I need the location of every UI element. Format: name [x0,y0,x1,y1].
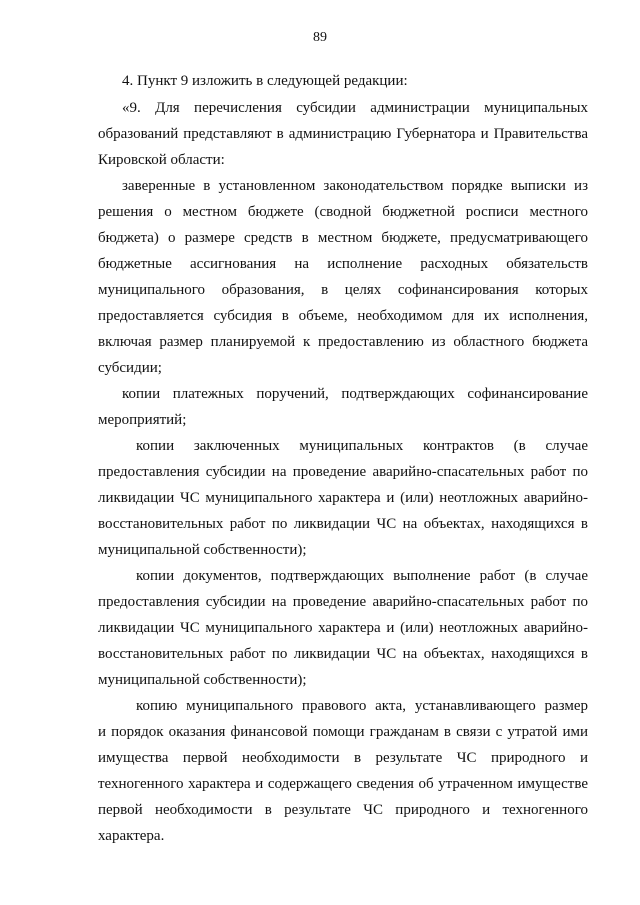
item-extracts-line: заверенные в установленном законодательством порядке выписки из [122,178,588,194]
item-contracts-line: ликвидации ЧС муниципального характера и (или) неотложных аварийно- [98,490,588,506]
item-extracts-line: бюджетные ассигнования на исполнение расходных обязательств [98,256,588,272]
item-contracts-line: копии заключенных муниципальных контрактов (в случае [136,438,588,454]
item-legal-act-line: имущества первой необходимости в результате ЧС природного и [98,750,588,766]
paragraph-9-line: Кировской области: [98,152,225,168]
item-extracts-line: предоставляется субсидия в объеме, необходимом для их исполнения, [98,308,588,324]
item-documents-line: ликвидации ЧС муниципального характера и (или) неотложных аварийно- [98,620,588,636]
item-documents-line: восстановительных работ по ликвидации ЧС на объектах, находящихся в [98,646,588,662]
item-documents-line: предоставления субсидии на проведение аварийно-спасательных работ по [98,594,588,610]
item-contracts-line: восстановительных работ по ликвидации ЧС на объектах, находящихся в [98,516,588,532]
item-extracts-line: решения о местном бюджете (сводной бюджетной росписи местного [98,204,588,220]
item-payment-orders-line: мероприятий; [98,412,187,428]
item-legal-act-line: и порядок оказания финансовой помощи гражданам в связи с утратой ими [98,724,588,740]
amendment-heading: 4. Пункт 9 изложить в следующей редакции: [122,73,408,89]
item-legal-act-line: техногенного характера и содержащего сведения об утраченном имуществе [98,776,588,792]
item-legal-act-line: первой необходимости в результате ЧС природного и техногенного [98,802,588,818]
paragraph-9-line: образований представляют в администрацию Губернатора и Правительства [98,126,588,142]
item-extracts-line: бюджета) о размере средств в местном бюджете, предусматривающего [98,230,588,246]
item-documents-line: копии документов, подтверждающих выполнение работ (в случае [136,568,588,584]
item-legal-act-line: копию муниципального правового акта, устанавливающего размер [136,698,588,714]
item-contracts-line: муниципальной собственности); [98,542,307,558]
paragraph-9-line: «9. Для перечисления субсидии администрации муниципальных [122,100,588,116]
item-payment-orders-line: копии платежных поручений, подтверждающих софинансирование [122,386,588,402]
item-extracts-line: включая размер планируемой к предоставлению из областного бюджета [98,334,588,350]
item-documents-line: муниципальной собственности); [98,672,307,688]
item-legal-act-line: характера. [98,828,165,844]
item-extracts-line: субсидии; [98,360,162,376]
item-contracts-line: предоставления субсидии на проведение аварийно-спасательных работ по [98,464,588,480]
page-number: 89 [313,30,327,45]
item-extracts-line: муниципального образования, в целях софинансирования которых [98,282,588,298]
